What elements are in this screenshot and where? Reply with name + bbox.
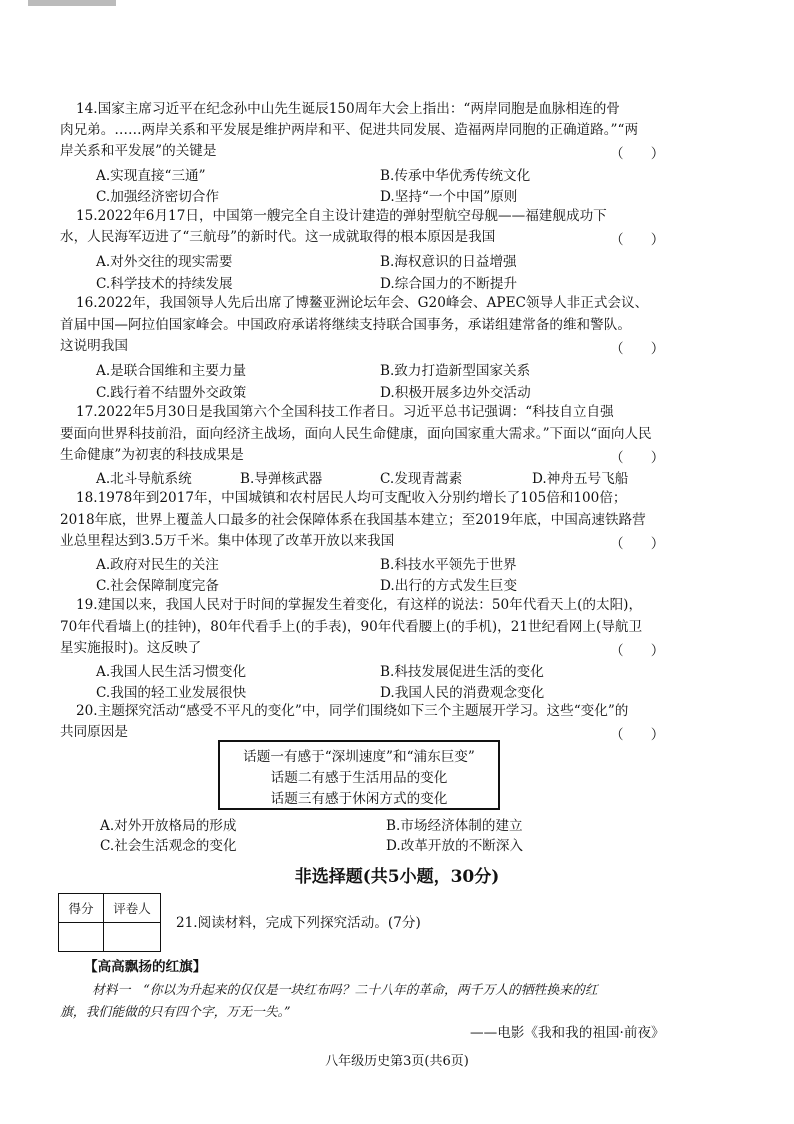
q16-answer-paren: （ ） [610,341,665,357]
score-label: 得分 [59,894,104,923]
q16-line1: 16.2022年，我国领导人先后出席了博鳌亚洲论坛年会、G20峰会、APEC领导人非正式会议、 [76,295,649,311]
q17-option-a: A.北斗导航系统 [96,471,192,487]
q17-line2: 要面向世界科技前沿，面向经济主战场，面向人民生命健康，面向国家重大需求。”下面以“面向人民 [60,426,652,442]
grader-label: 评卷人 [104,894,161,923]
q17-line3: 生命健康”为初衷的科技成果是 [60,447,244,463]
q16-option-c: C.践行着不结盟外交政策 [96,385,247,401]
section-title: 非选择题(共5小题，30分) [294,867,500,887]
q19-option-d: D.我国人民的消费观念变化 [380,685,545,701]
q20-topic-3: 话题三有感于休闲方式的变化 [270,791,448,807]
q14-option-a: A.实现直接“三通” [96,168,206,184]
q14-line3: 岸关系和平发展”的关键是 [60,143,217,159]
q14-line2: 肉兄弟。……两岸关系和平发展是维护两岸和平、促进共同发展、造福两岸同胞的正确道路。”“两 [60,122,639,138]
q18-option-a: A.政府对民生的关注 [96,557,219,573]
q18-option-d: D.出行的方式发生巨变 [380,578,518,594]
q19-line3: 星实施报时)。这反映了 [60,640,202,656]
q18-answer-paren: （ ） [610,536,665,552]
q14-line1: 14.国家主席习近平在纪念孙中山先生诞辰150周年大会上指出：“两岸同胞是血脉相连的骨 [76,101,620,117]
q17-option-c: C.发现青蒿素 [380,471,463,487]
q14-option-d: D.坚持“一个中国”原则 [380,189,518,205]
q20-answer-paren: （ ） [610,727,665,743]
q16-option-b: B.致力打造新型国家关系 [380,363,531,379]
q19-line1: 19.建国以来，我国人民对于时间的掌握发生着变化，有这样的说法：50年代看天上(的太阳)， [76,597,643,613]
q18-option-c: C.社会保障制度完备 [96,578,219,594]
q20-topic-box [218,740,500,810]
q18-line2: 2018年底，世界上覆盖人口最多的社会保障体系在我国基本建立；至2019年底，中国高速铁路营 [60,512,646,528]
q17-option-d: D.神舟五号飞船 [532,471,629,487]
q15-answer-paren: （ ） [610,232,665,248]
q20-option-a: A.对外开放格局的形成 [100,818,237,834]
q20-topic-2: 话题二有感于生活用品的变化 [270,770,448,786]
q21-material-line1: 材料一 “你以为升起来的仅仅是一块红布吗？二十八年的革命，两千万人的牺牲换来的红 [92,983,598,998]
q15-option-c: C.科学技术的持续发展 [96,276,233,292]
grader-cell[interactable] [104,923,161,952]
q20-line1: 20.主题探究活动“感受不平凡的变化”中，同学们围绕如下三个主题展开学习。这些“变化”的 [76,703,629,719]
score-cell[interactable] [59,923,104,952]
q19-option-b: B.科技发展促进生活的变化 [380,664,544,680]
q19-line2: 70年代看墙上(的挂钟)，80年代看手上(的手表)，90年代看腰上(的手机)，21世纪看网上(导航卫 [60,619,643,635]
q18-option-b: B.科技水平领先于世界 [380,557,517,573]
q17-option-b: B.导弹核武器 [240,471,323,487]
q15-line1: 15.2022年6月17日，中国第一艘完全自主设计建造的弹射型航空母舰——福建舰成功下 [76,208,607,224]
scan-mark [28,0,116,6]
q19-answer-paren: （ ） [610,643,665,659]
q15-option-a: A.对外交往的现实需要 [96,254,233,270]
q17-line1: 17.2022年5月30日是我国第六个全国科技工作者日。习近平总书记强调：“科技自立自强 [76,404,614,420]
q16-option-a: A.是联合国维和主要力量 [96,363,247,379]
q20-line2: 共同原因是 [60,724,128,740]
q21-heading: 【高高飘扬的红旗】 [84,959,207,975]
q17-answer-paren: （ ） [610,450,665,466]
q20-option-c: C.社会生活观念的变化 [100,838,237,854]
q14-answer-paren: （ ） [610,146,665,162]
q20-option-d: D.改革开放的不断深入 [386,838,524,854]
score-table [58,893,161,952]
q18-line3: 业总里程达到3.5万千米。集中体现了改革开放以来我国 [60,533,395,549]
q21-material-line2: 旗，我们能做的只有四个字，万无一失。” [60,1005,291,1020]
q19-option-a: A.我国人民生活习惯变化 [96,664,247,680]
q20-topic-1: 话题一有感于“深圳速度”和“浦东巨变” [243,749,475,765]
q14-option-c: C.加强经济密切合作 [96,189,219,205]
q16-line3: 这说明我国 [60,338,128,354]
q15-option-b: B.海权意识的日益增强 [380,254,517,270]
q16-option-d: D.积极开展多边外交活动 [380,385,531,401]
q21-prompt: 21.阅读材料，完成下列探究活动。(7分) [176,915,421,931]
q16-line2: 首届中国—阿拉伯国家峰会。中国政府承诺将继续支持联合国事务，承诺组建常备的维和警队。 [60,317,631,333]
q19-option-c: C.我国的轻工业发展很快 [96,685,247,701]
q15-line2: 水，人民海军迈进了“三航母”的新时代。这一成就取得的根本原因是我国 [60,229,496,245]
q14-option-b: B.传承中华优秀传统文化 [380,168,531,184]
q21-source: ——电影《我和我的祖国·前夜》 [470,1025,665,1041]
q15-option-d: D.综合国力的不断提升 [380,276,518,292]
q18-line1: 18.1978年到2017年，中国城镇和农村居民人均可支配收入分别约增长了105倍和100倍； [76,490,627,506]
q20-option-b: B.市场经济体制的建立 [386,818,523,834]
page-footer: 八年级历史第3页(共6页) [325,1054,469,1069]
